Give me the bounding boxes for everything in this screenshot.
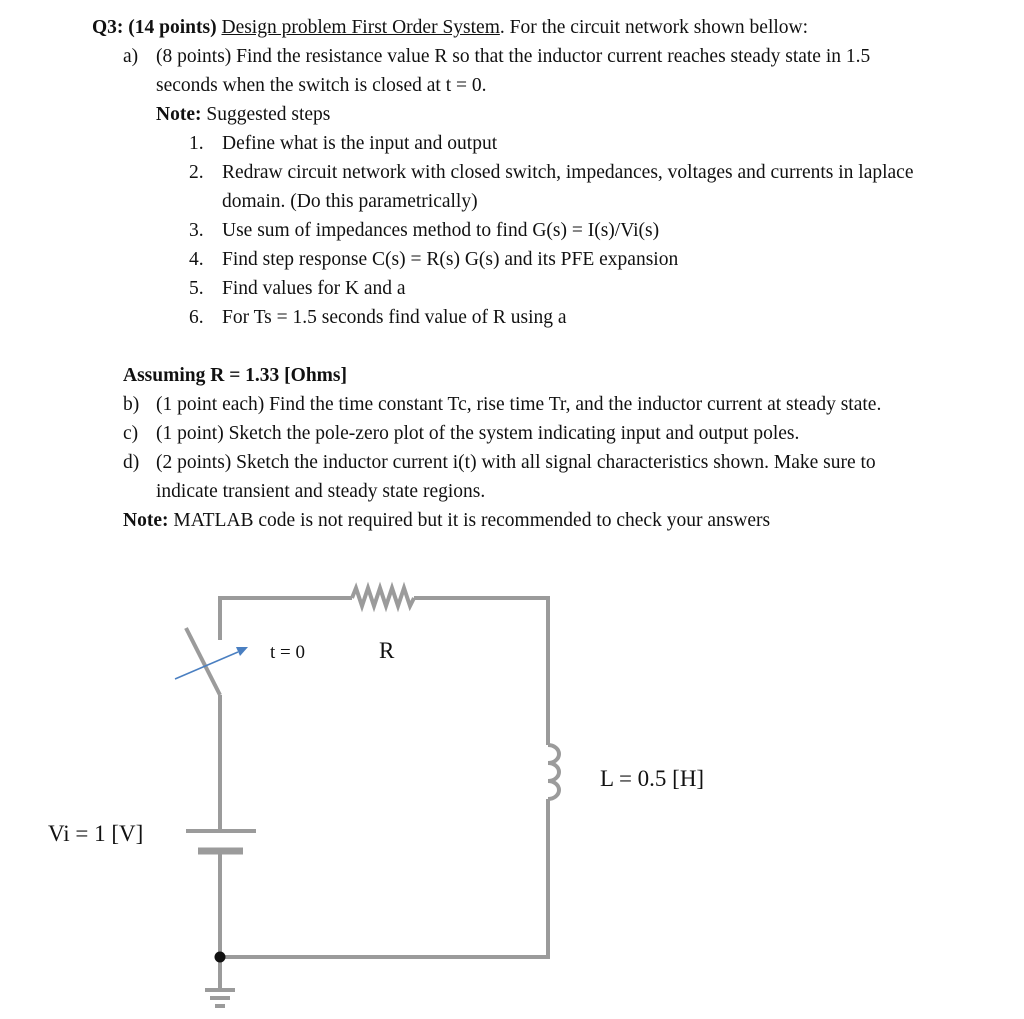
final-note-label: Note: xyxy=(123,510,169,531)
step-text: Define what is the input and output xyxy=(222,133,498,154)
step-text: Redraw circuit network with closed switch, impedances, voltages and currents in laplace xyxy=(222,162,914,183)
ground-node xyxy=(215,952,226,963)
step-number: 5. xyxy=(189,278,204,299)
assumption-heading: Assuming R = 1.33 [Ohms] xyxy=(123,365,348,386)
part-d-line1: (2 points) Sketch the inductor current i(t) with all signal characteristics shown. Make sure to xyxy=(156,452,876,473)
note-text: Suggested steps xyxy=(201,104,331,125)
part-d-marker: d) xyxy=(123,452,140,473)
step-number: 1. xyxy=(189,133,204,154)
question-intro: . For the circuit network shown bellow: xyxy=(499,17,809,38)
part-c-marker: c) xyxy=(123,423,139,444)
resistor-zigzag xyxy=(352,588,414,606)
step-text: For Ts = 1.5 seconds find value of R using a xyxy=(222,307,567,328)
part-a-line2: seconds when the switch is closed at t = 0. xyxy=(156,75,487,96)
step-text: Find step response C(s) = R(s) G(s) and its PFE expansion xyxy=(222,249,679,270)
question-points: (14 points) xyxy=(128,17,217,38)
wire-top-right xyxy=(414,598,548,745)
step-text: Use sum of impedances method to find G(s) = I(s)/Vi(s) xyxy=(222,220,660,241)
switch-arrow-head xyxy=(236,647,248,656)
question-number: Q3: xyxy=(92,17,124,38)
part-b-marker: b) xyxy=(123,394,140,415)
inductor-label: L = 0.5 [H] xyxy=(600,766,705,791)
note-label: Note: xyxy=(156,104,202,125)
wire-top-left xyxy=(220,598,352,640)
part-a-line1: (8 points) Find the resistance value R so that the inductor current reaches steady state in 1.5 xyxy=(156,46,871,67)
question-title: Design problem First Order System xyxy=(221,17,500,38)
step-number: 4. xyxy=(189,249,204,270)
step-number: 2. xyxy=(189,162,204,183)
step-text: Find values for K and a xyxy=(222,278,406,299)
step-number: 3. xyxy=(189,220,204,241)
wire-right-bottom xyxy=(220,799,548,957)
part-c-text: (1 point) Sketch the pole-zero plot of the system indicating input and output poles. xyxy=(156,423,800,444)
resistor-label: R xyxy=(379,638,395,663)
step-text: domain. (Do this parametrically) xyxy=(222,191,478,212)
part-b-text: (1 point each) Find the time constant Tc, rise time Tr, and the inductor current at steady state. xyxy=(156,394,882,415)
part-a-marker: a) xyxy=(123,46,139,67)
switch-time-label: t = 0 xyxy=(270,642,305,663)
inductor-coil xyxy=(548,745,559,799)
final-note-text: MATLAB code is not required but it is recommended to check your answers xyxy=(168,510,771,531)
source-label: Vi = 1 [V] xyxy=(48,821,144,846)
part-d-line2: indicate transient and steady state regions. xyxy=(156,481,486,502)
step-number: 6. xyxy=(189,307,204,328)
switch-arrow-line xyxy=(175,652,238,679)
